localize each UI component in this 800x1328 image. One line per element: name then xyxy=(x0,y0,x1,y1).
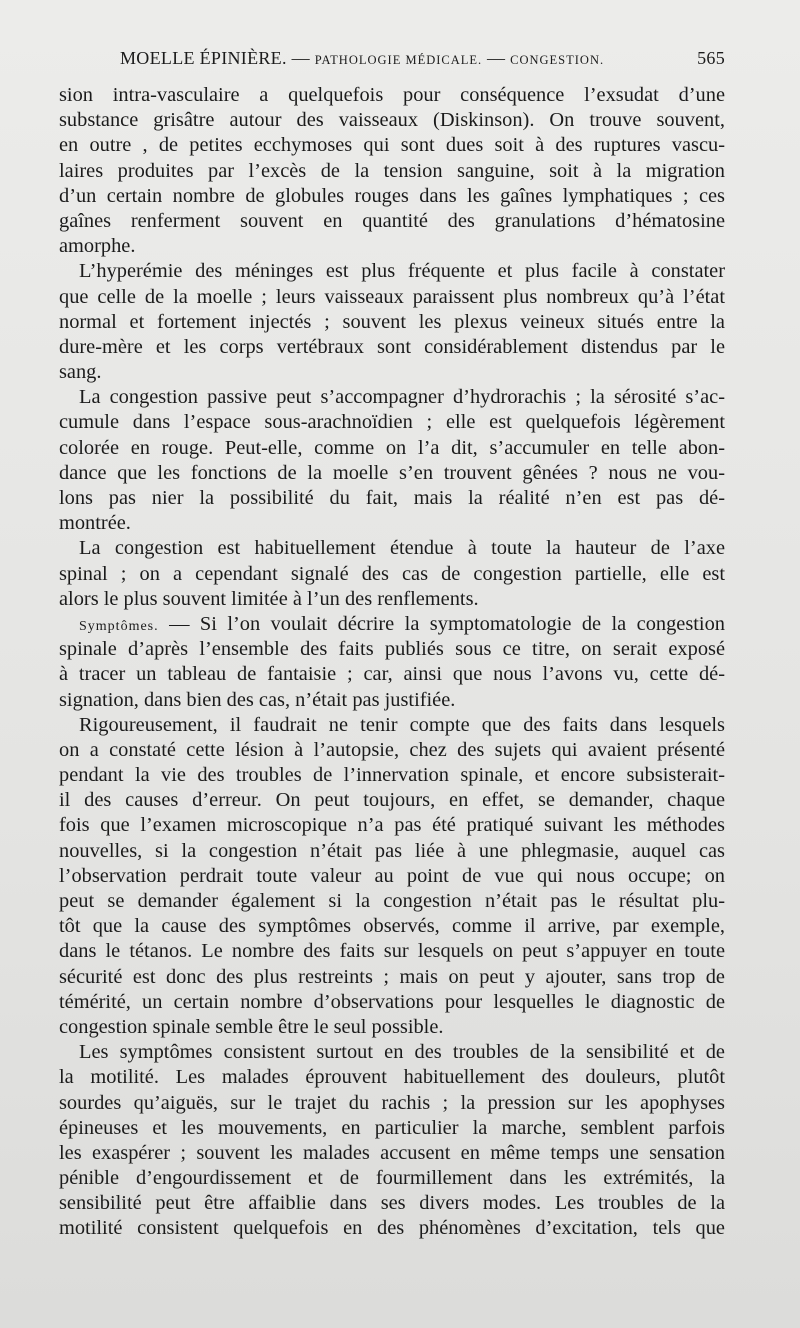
text-line: spinal ; on a cependant signalé des cas de congestion partielle, elle est xyxy=(59,562,725,585)
header-title xyxy=(120,48,604,69)
text-line: La congestion passive peut s’accompagner d’hydrorachis ; la sérosité s’ac- xyxy=(79,386,725,409)
text-line: que celle de la moelle ; leurs vaisseaux paraissent plus nombreux qu’à l’état xyxy=(59,285,725,308)
text-line: alors le plus souvent limitée à l’un des renflements. xyxy=(59,587,479,610)
text-line: amorphe. xyxy=(59,235,136,258)
section-label-symptomes: Symptômes. xyxy=(79,618,159,634)
text-line: dance que les fonctions de la moelle s’en trouvent gênées ? nous ne vou- xyxy=(59,461,725,484)
text-line: laires produites par l’excès de la tension sanguine, soit à la migration xyxy=(59,159,725,182)
text-line: fois que l’examen microscopique n’a pas été pratiqué suivant les méthodes xyxy=(59,814,725,837)
header-separator: — xyxy=(291,48,310,68)
body-text xyxy=(59,83,725,1242)
text-line: sourdes qu’aiguës, sur le trajet du rachis ; la pression sur les apophyses xyxy=(59,1091,725,1114)
text-line: gaînes renferment souvent en quantité des granulations d’hématosine xyxy=(59,209,725,232)
text-line: tôt que la cause des symptômes observés, comme il arrive, par exemple, xyxy=(59,915,725,938)
header-separator: — xyxy=(486,48,506,68)
header-section: MOELLE ÉPINIÈRE. xyxy=(120,48,287,68)
text-line: Les symptômes consistent surtout en des troubles de la sensibilité et de xyxy=(79,1041,725,1064)
text-line: sécurité est donc des plus restreints ; mais on peut y ajouter, sans trop de xyxy=(59,965,725,988)
text-line: à tracer un tableau de fantaisie ; car, ainsi que nous l’avons vu, cette dé- xyxy=(59,663,725,686)
header-subsection: PATHOLOGIE MÉDICALE. xyxy=(314,53,483,67)
text-line-content: — Si l’on voulait décrire la symptomatologie de la congestion xyxy=(169,612,725,635)
text-line: l’observation perdrait toute valeur au point de vue qui nous occupe; on xyxy=(59,864,725,887)
text-line: peut se demander également si la congestion n’était pas le résultat plu- xyxy=(59,890,725,912)
text-line: nouvelles, si la congestion n’était pas liée à une phlegmasie, auquel cas xyxy=(59,839,725,862)
text-line: La congestion est habituellement étendue à toute la hauteur de l’axe xyxy=(79,537,725,560)
text-line: montrée. xyxy=(59,512,131,535)
text-line: sensibilité peut être affaiblie dans ses divers modes. Les troubles de la xyxy=(59,1192,725,1215)
text-line: dans le tétanos. Le nombre des faits sur lesquels on peut s’appuyer en toute xyxy=(59,940,725,963)
text-line: les exaspérer ; souvent les malades accusent en même temps une sensation xyxy=(59,1141,725,1164)
running-header xyxy=(120,48,725,69)
text-line: pendant la vie des troubles de l’innervation spinale, et encore subsisterait- xyxy=(59,764,725,787)
text-line: congestion spinale semble être le seul possible. xyxy=(59,1015,444,1038)
text-line: substance grisâtre autour des vaisseaux (Diskinson). On trouve souvent, xyxy=(59,109,725,132)
text-line: la motilité. Les malades éprouvent habituellement des douleurs, plutôt xyxy=(59,1066,725,1089)
text-line: en outre , de petites ecchymoses qui sont dues soit à des ruptures vascu- xyxy=(59,134,725,157)
text-line: témérité, un certain nombre d’observations pour lesquelles le diagnostic de xyxy=(59,990,725,1013)
text-line: spinale d’après l’ensemble des faits publiés sous ce titre, on serait exposé xyxy=(59,638,725,661)
text-line: sion intra-vasculaire a quelquefois pour conséquence l’exsudat d’une xyxy=(59,84,725,106)
text-line: on a constaté cette lésion à l’autopsie, chez des sujets qui avaient présenté xyxy=(59,738,725,761)
text-line: colorée en rouge. Peut-elle, comme on l’a dit, s’accumuler en telle abon- xyxy=(59,436,725,459)
text-line: cumule dans l’espace sous-arachnoïdien ; elle est quelquefois légèrement xyxy=(59,411,725,434)
text-line: motilité consistent quelquefois en des phénomènes d’excitation, tels que xyxy=(59,1217,725,1240)
text-line: dure-mère et les corps vertébraux sont considérablement distendus par le xyxy=(59,335,725,358)
text-line: normal et fortement injectés ; souvent les plexus veineux situés entre la xyxy=(59,310,725,333)
header-subsection: CONGESTION. xyxy=(510,53,605,67)
text-line: pénible d’engourdissement et de fourmillement dans les extrémités, la xyxy=(59,1167,725,1190)
text-line xyxy=(59,612,725,637)
text-line: L’hyperémie des méninges est plus fréquente et plus facile à constater xyxy=(79,260,725,283)
text-line: il des causes d’erreur. On peut toujours, en effet, se demander, chaque xyxy=(59,789,725,812)
text-line: signation, dans bien des cas, n’était pas justifiée. xyxy=(59,688,456,711)
text-line: lons pas nier la possibilité du fait, mais la réalité n’en est pas dé- xyxy=(59,487,725,509)
text-line: Rigoureusement, il faudrait ne tenir compte que des faits dans lesquels xyxy=(79,713,725,736)
text-line: épineuses et les mouvements, en particulier la marche, semblent parfois xyxy=(59,1116,725,1139)
page-number: 565 xyxy=(697,48,725,68)
text-line: d’un certain nombre de globules rouges dans les gaînes lymphatiques ; ces xyxy=(59,184,725,207)
text-line: sang. xyxy=(59,361,102,384)
